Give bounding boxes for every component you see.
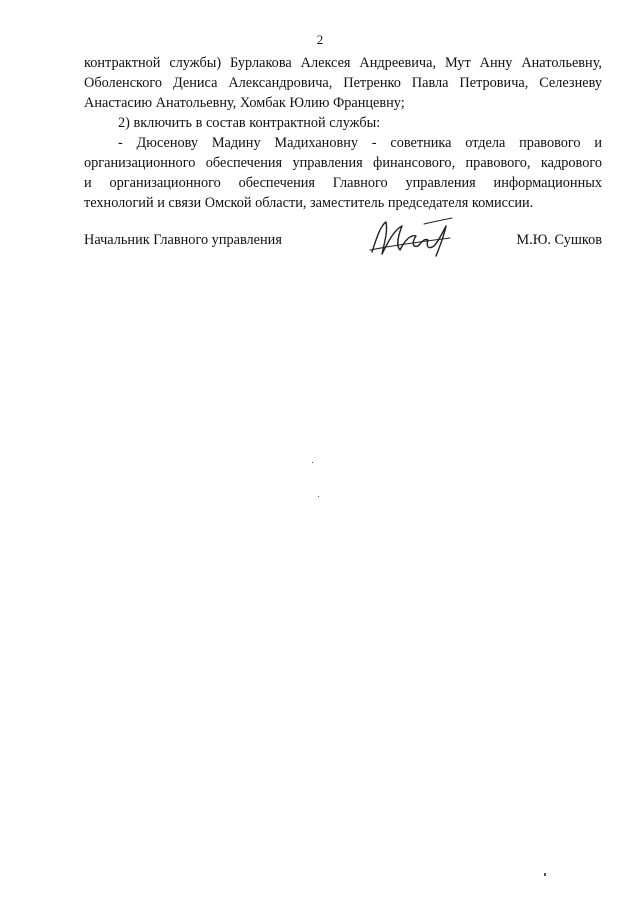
paragraph-line: контрактной службы) Бурлакова Алексея Андреевича, Мут Анну Анатольевну, — [84, 55, 602, 71]
paragraph-line: Оболенского Дениса Александровича, Петренко Павла Петровича, Селезневу — [84, 75, 602, 91]
paragraph-line: организационного обеспечения управления финансового, правового, кадрового — [84, 155, 602, 171]
signature-block — [84, 212, 602, 262]
signer-title: Начальник Главного управления — [84, 232, 282, 248]
scan-speck — [312, 462, 313, 463]
paragraph-line: - Дюсенову Мадину Мадихановну - советника отдела правового и — [118, 135, 602, 151]
scan-speck — [544, 873, 546, 876]
scan-speck — [318, 496, 319, 497]
paragraph-line: и организационного обеспечения Главного управления информационных — [84, 175, 602, 191]
page-number: 2 — [316, 32, 324, 47]
list-item-heading: 2) включить в состав контрактной службы: — [118, 115, 381, 131]
paragraph-line: технологий и связи Омской области, заместитель председателя комиссии. — [84, 195, 534, 211]
paragraph-line: Анастасию Анатольевну, Хомбак Юлию Францевну; — [84, 95, 405, 111]
handwritten-signature — [366, 212, 456, 260]
signer-name: М.Ю. Сушков — [516, 232, 602, 248]
